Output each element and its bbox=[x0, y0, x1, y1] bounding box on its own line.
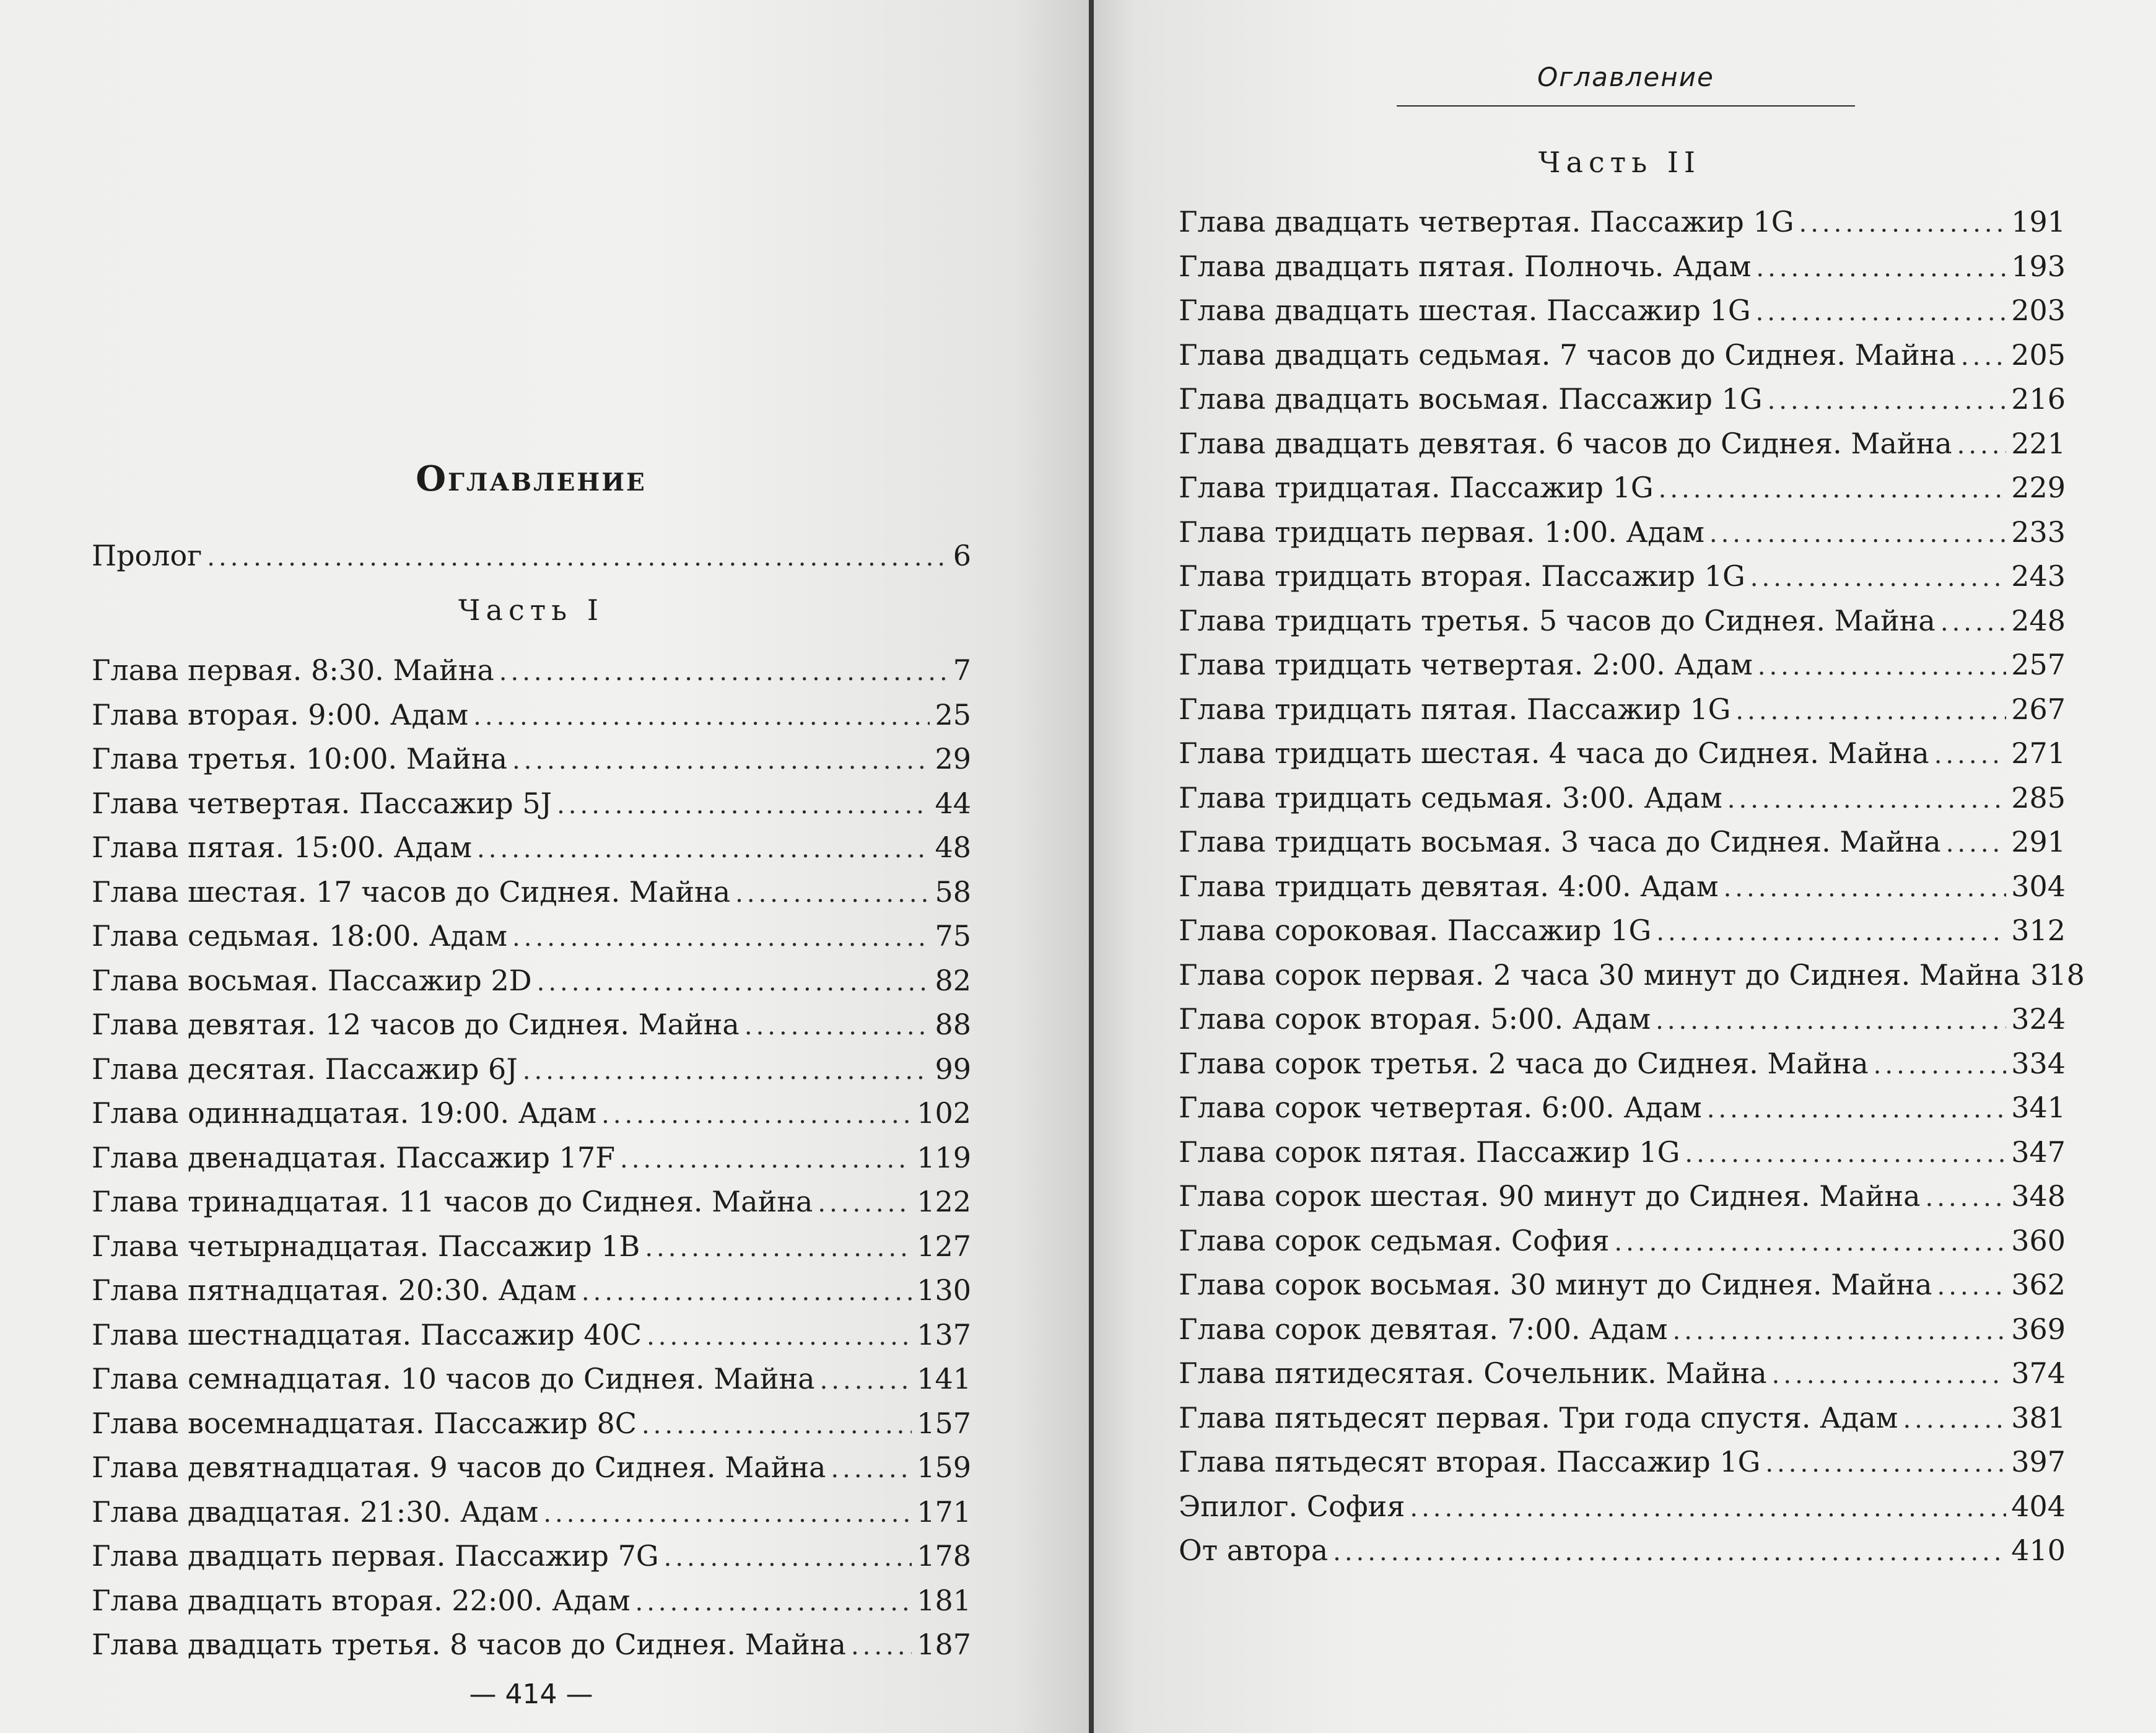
toc-entry bbox=[92, 1446, 971, 1490]
toc-entry-label: Глава двадцать вторая. 22:00. Адам bbox=[92, 1583, 631, 1617]
book-gutter bbox=[1089, 0, 1094, 1733]
toc-dot-leader bbox=[1685, 1132, 2006, 1177]
toc-entry bbox=[92, 1003, 971, 1047]
toc-entry bbox=[1179, 1307, 2066, 1352]
toc-dot-leader bbox=[1709, 512, 2006, 557]
toc-entry-page: 347 bbox=[2011, 1135, 2066, 1169]
toc-entry bbox=[1179, 1485, 2066, 1529]
toc-entry-label: Глава третья. 10:00. Майна bbox=[92, 742, 507, 775]
toc-entry-label: Глава тридцать девятая. 4:00. Адам bbox=[1179, 869, 1719, 903]
toc-dot-leader bbox=[635, 1581, 912, 1625]
toc-entry-page: 285 bbox=[2011, 780, 2066, 814]
toc-entry-label: Глава четвертая. Пассажир 5J bbox=[92, 786, 552, 820]
toc-dot-leader bbox=[1934, 733, 2006, 778]
part-one-title: Часть I bbox=[458, 593, 604, 627]
toc-entry-label: Глава двадцать первая. Пассажир 7G bbox=[92, 1539, 659, 1573]
toc-entry-page: 122 bbox=[917, 1185, 971, 1218]
toc-entry-label: Глава сорок пятая. Пассажир 1G bbox=[1179, 1135, 1680, 1169]
toc-entry-page: 58 bbox=[935, 875, 971, 909]
toc-dot-leader bbox=[1707, 1088, 2006, 1132]
toc-entry-page: 25 bbox=[935, 697, 971, 731]
toc-dot-leader bbox=[1772, 1353, 2007, 1398]
toc-entry bbox=[92, 648, 971, 693]
toc-entry-page: 99 bbox=[935, 1052, 971, 1086]
toc-entry-page: 171 bbox=[917, 1495, 971, 1529]
toc-entry-page: 304 bbox=[2011, 869, 2066, 903]
toc-entry-prologue bbox=[92, 534, 971, 578]
toc-entry-page: 360 bbox=[2011, 1223, 2066, 1257]
toc-dot-leader bbox=[499, 650, 948, 695]
toc-entry-label: Глава сорок четвертая. 6:00. Адам bbox=[1179, 1091, 1702, 1124]
toc-entry bbox=[92, 1047, 971, 1092]
toc-title: Оглавление bbox=[416, 458, 647, 499]
toc-entry-page: 203 bbox=[2011, 294, 2066, 327]
toc-entry-page: 29 bbox=[935, 742, 971, 775]
toc-dot-leader bbox=[1724, 866, 2007, 911]
toc-entry-page: 318 bbox=[2030, 958, 2085, 992]
toc-entry-label: Глава тридцать восьмая. 3 часа до Сиднея. Майна bbox=[1179, 825, 1941, 858]
toc-dot-leader bbox=[1758, 645, 2006, 689]
toc-entry-page: 362 bbox=[2011, 1268, 2066, 1301]
toc-entry-label: Глава сорок седьмая. София bbox=[1179, 1223, 1610, 1257]
toc-dot-leader bbox=[477, 827, 930, 872]
toc-entry bbox=[1179, 1042, 2066, 1086]
toc-entry bbox=[1179, 1529, 2066, 1573]
toc-dot-leader bbox=[512, 739, 930, 784]
toc-entry bbox=[1179, 599, 2066, 644]
toc-entry bbox=[1179, 245, 2066, 289]
toc-dot-leader bbox=[543, 1492, 912, 1537]
toc-entry-label: Глава пятьдесят первая. Три года спустя. Адам bbox=[1179, 1400, 1898, 1434]
toc-dot-leader bbox=[1673, 1309, 2007, 1354]
toc-dot-leader bbox=[851, 1625, 912, 1669]
toc-dot-leader bbox=[1961, 335, 2006, 380]
toc-entry bbox=[1179, 510, 2066, 555]
toc-entry-label: Глава сорок первая. 2 часа 30 минут до Сиднея. Майна bbox=[1179, 958, 2021, 992]
toc-entry bbox=[1179, 1086, 2066, 1130]
toc-entry-page: 178 bbox=[917, 1539, 971, 1573]
toc-entry bbox=[1179, 466, 2066, 510]
toc-entry-page: 324 bbox=[2011, 1002, 2066, 1036]
toc-entry-label: Глава тридцать седьмая. 3:00. Адам bbox=[1179, 780, 1722, 814]
toc-entry-label: Глава сорок шестая. 90 минут до Сиднея. Майна bbox=[1179, 1179, 1921, 1213]
toc-entry bbox=[1179, 1440, 2066, 1485]
toc-dot-leader bbox=[1957, 424, 2007, 468]
toc-entry-page: 157 bbox=[917, 1406, 971, 1440]
toc-entry-label: Глава двадцать восьмая. Пассажир 1G bbox=[1179, 382, 1763, 416]
toc-entry bbox=[92, 1268, 971, 1313]
toc-entry-page: 229 bbox=[2011, 471, 2066, 504]
toc-dot-leader bbox=[1614, 1221, 2006, 1265]
toc-dot-leader bbox=[1768, 379, 2007, 424]
toc-entry-page: 410 bbox=[2011, 1534, 2066, 1567]
toc-entry-page: 267 bbox=[2011, 692, 2066, 726]
part-two-title: Часть II bbox=[1538, 146, 1701, 179]
toc-entry bbox=[92, 959, 971, 1003]
toc-entry-label: Глава двадцать девятая. 6 часов до Сиднея. Майна bbox=[1179, 426, 1952, 460]
toc-entry-label: Глава двадцать седьмая. 7 часов до Сиднея. Майна bbox=[1179, 338, 1956, 372]
toc-entry bbox=[92, 1402, 971, 1446]
toc-entry-label: Глава тринадцатая. 11 часов до Сиднея. Майна bbox=[92, 1185, 813, 1218]
toc-entry bbox=[1179, 820, 2066, 865]
toc-dot-leader bbox=[601, 1093, 912, 1138]
toc-entry-page: 312 bbox=[2011, 914, 2066, 947]
toc-entry bbox=[92, 1579, 971, 1623]
toc-entry bbox=[92, 1534, 971, 1579]
toc-entry-page: 257 bbox=[2011, 648, 2066, 681]
toc-dot-leader bbox=[582, 1270, 912, 1315]
toc-entry bbox=[92, 914, 971, 959]
toc-entry bbox=[1179, 953, 2085, 998]
toc-dot-leader bbox=[735, 872, 930, 917]
toc-dot-leader bbox=[1926, 1176, 2007, 1221]
toc-entry bbox=[92, 1136, 971, 1181]
toc-dot-leader bbox=[1799, 202, 2006, 247]
toc-entry-page: 75 bbox=[935, 919, 971, 953]
toc-entry-label: Глава десятая. Пассажир 6J bbox=[92, 1052, 518, 1086]
toc-entry-label: Глава девятая. 12 часов до Сиднея. Майна bbox=[92, 1008, 740, 1041]
toc-entry bbox=[1179, 377, 2066, 422]
toc-entry-page: 374 bbox=[2011, 1356, 2066, 1390]
toc-dot-leader bbox=[645, 1226, 912, 1271]
toc-entry bbox=[92, 826, 971, 870]
toc-entry bbox=[92, 693, 971, 738]
toc-entry bbox=[1179, 554, 2066, 599]
toc-entry-page: 248 bbox=[2011, 603, 2066, 637]
toc-entry-label: Глава одиннадцатая. 19:00. Адам bbox=[92, 1096, 597, 1130]
toc-entry-label: Глава двенадцатая. Пассажир 17F bbox=[92, 1140, 616, 1174]
toc-entry bbox=[1179, 643, 2066, 688]
toc-entry-label: Глава двадцать третья. 8 часов до Сиднея. Майна bbox=[92, 1628, 846, 1661]
toc-dot-leader bbox=[1656, 999, 2006, 1044]
toc-entry-page: 7 bbox=[953, 653, 971, 687]
toc-dot-leader bbox=[831, 1447, 912, 1492]
prologue-list bbox=[92, 534, 971, 578]
toc-entry-label: Глава восьмая. Пассажир 2D bbox=[92, 963, 532, 997]
toc-entry-page: 243 bbox=[2011, 559, 2066, 593]
toc-dot-leader bbox=[1903, 1398, 2006, 1443]
toc-entry bbox=[1179, 865, 2066, 909]
toc-entry-label: Глава седьмая. 18:00. Адам bbox=[92, 919, 508, 953]
toc-dot-leader bbox=[473, 695, 930, 740]
toc-dot-leader bbox=[647, 1315, 912, 1360]
toc-entry-label: От автора bbox=[1179, 1534, 1329, 1567]
toc-entry bbox=[1179, 1219, 2066, 1264]
toc-dot-leader bbox=[1750, 556, 2006, 601]
toc-entry bbox=[92, 1490, 971, 1535]
toc-entry-label: Глава сорок вторая. 5:00. Адам bbox=[1179, 1002, 1651, 1036]
toc-entry-label: Глава сороковая. Пассажир 1G bbox=[1179, 914, 1652, 947]
toc-entry-page: 233 bbox=[2011, 515, 2066, 549]
toc-entry-label: Глава шестая. 17 часов до Сиднея. Майна bbox=[92, 875, 731, 909]
toc-entry-page: 397 bbox=[2011, 1445, 2066, 1478]
toc-entry bbox=[1179, 997, 2066, 1042]
toc-dot-leader bbox=[820, 1359, 912, 1403]
toc-entry-label: Эпилог. София bbox=[1179, 1489, 1405, 1523]
toc-dot-leader bbox=[1735, 689, 2006, 734]
toc-entry bbox=[1179, 688, 2066, 732]
toc-entry-page: 193 bbox=[2011, 249, 2066, 283]
toc-entry-page: 181 bbox=[917, 1583, 971, 1617]
toc-entry-label: Глава сорок девятая. 7:00. Адам bbox=[1179, 1312, 1668, 1346]
toc-entry-label: Глава двадцать четвертая. Пассажир 1G bbox=[1179, 205, 1794, 238]
toc-entry-label: Глава пятнадцатая. 20:30. Адам bbox=[92, 1273, 577, 1307]
toc-entry-label: Глава тридцать третья. 5 часов до Сиднея. Майна bbox=[1179, 603, 1936, 637]
toc-dot-leader bbox=[744, 1005, 930, 1049]
toc-dot-leader bbox=[207, 536, 948, 580]
toc-entry-page: 159 bbox=[917, 1451, 971, 1484]
toc-entry-page: 348 bbox=[2011, 1179, 2066, 1213]
toc-dot-leader bbox=[1410, 1486, 2006, 1531]
toc-entry-label: Глава пятая. 15:00. Адам bbox=[92, 831, 473, 864]
toc-entry-page: 369 bbox=[2011, 1312, 2066, 1346]
toc-entry bbox=[1179, 1351, 2066, 1396]
toc-dot-leader bbox=[664, 1536, 912, 1581]
toc-entry-label: Глава четырнадцатая. Пассажир 1B bbox=[92, 1229, 640, 1263]
toc-dot-leader bbox=[1656, 910, 2006, 955]
toc-entry-page: 187 bbox=[917, 1628, 971, 1661]
toc-entry-page: 88 bbox=[935, 1008, 971, 1041]
toc-entry-page: 381 bbox=[2011, 1400, 2066, 1434]
toc-entry bbox=[92, 870, 971, 915]
toc-entry-label: Глава тридцатая. Пассажир 1G bbox=[1179, 471, 1654, 504]
toc-dot-leader bbox=[1946, 822, 2007, 866]
toc-entry-label: Глава пятидесятая. Сочельник. Майна bbox=[1179, 1356, 1767, 1390]
toc-entry bbox=[1179, 200, 2066, 245]
toc-entry-page: 221 bbox=[2011, 426, 2066, 460]
toc-dot-leader bbox=[1874, 1044, 2007, 1088]
toc-entry bbox=[92, 782, 971, 826]
toc-dot-leader bbox=[818, 1182, 912, 1226]
toc-entry-page: 271 bbox=[2011, 736, 2066, 770]
toc-dot-leader bbox=[1727, 778, 2006, 823]
toc-entry bbox=[1179, 1263, 2066, 1307]
toc-entry-label: Глава двадцатая. 21:30. Адам bbox=[92, 1495, 539, 1529]
toc-entry-label: Глава двадцать пятая. Полночь. Адам bbox=[1179, 249, 1752, 283]
toc-entry bbox=[1179, 333, 2066, 378]
toc-entry-page: 44 bbox=[935, 786, 971, 820]
toc-dot-leader bbox=[1937, 1265, 2007, 1309]
toc-dot-leader bbox=[537, 961, 930, 1005]
toc-entry-label: Глава семнадцатая. 10 часов до Сиднея. Майна bbox=[92, 1362, 815, 1395]
toc-entry bbox=[92, 1091, 971, 1136]
toc-entry-label: Глава тридцать вторая. Пассажир 1G bbox=[1179, 559, 1745, 593]
toc-dot-leader bbox=[1940, 601, 2006, 645]
toc-entry-label: Глава тридцать шестая. 4 часа до Сиднея. Майна bbox=[1179, 736, 1929, 770]
toc-entry-page: 127 bbox=[917, 1229, 971, 1263]
toc-entry-page: 102 bbox=[917, 1096, 971, 1130]
toc-entry-page: 137 bbox=[917, 1317, 971, 1351]
toc-dot-leader bbox=[1333, 1530, 2006, 1575]
toc-entry bbox=[1179, 422, 2066, 466]
toc-entry-page: 191 bbox=[2011, 205, 2066, 238]
toc-entry-page: 82 bbox=[935, 963, 971, 997]
toc-entry-label: Глава девятнадцатая. 9 часов до Сиднея. Майна bbox=[92, 1451, 826, 1484]
toc-entry-page: 404 bbox=[2011, 1489, 2066, 1523]
toc-entry bbox=[1179, 1130, 2066, 1175]
toc-entry-page: 130 bbox=[917, 1273, 971, 1307]
toc-entry-page: 216 bbox=[2011, 382, 2066, 416]
toc-entry-label: Глава тридцать четвертая. 2:00. Адам bbox=[1179, 648, 1753, 681]
toc-dot-leader bbox=[512, 916, 930, 961]
toc-entry-label: Глава тридцать первая. 1:00. Адам bbox=[1179, 515, 1704, 549]
toc-entry-label: Глава сорок третья. 2 часа до Сиднея. Майна bbox=[1179, 1046, 1869, 1080]
toc-entry-label: Глава восемнадцатая. Пассажир 8C bbox=[92, 1406, 637, 1440]
toc-dot-leader bbox=[557, 784, 930, 828]
page-number: — 414 — bbox=[469, 1678, 593, 1710]
toc-entry-label: Пролог bbox=[92, 539, 203, 572]
running-head-rule bbox=[1397, 105, 1855, 107]
toc-entry-label: Глава пятьдесят вторая. Пассажир 1G bbox=[1179, 1445, 1761, 1478]
toc-entry-label: Глава первая. 8:30. Майна bbox=[92, 653, 494, 687]
toc-entry-label: Глава вторая. 9:00. Адам bbox=[92, 697, 469, 731]
toc-entry-page: 334 bbox=[2011, 1046, 2066, 1080]
toc-dot-leader bbox=[1765, 1442, 2006, 1486]
running-head: Оглавление bbox=[1537, 62, 1714, 92]
toc-entry bbox=[1179, 289, 2066, 333]
toc-entry bbox=[92, 1357, 971, 1402]
toc-entry bbox=[92, 1623, 971, 1667]
toc-entry-label: Глава тридцать пятая. Пассажир 1G bbox=[1179, 692, 1731, 726]
toc-entry-label: Глава двадцать шестая. Пассажир 1G bbox=[1179, 294, 1751, 327]
toc-entry-page: 119 bbox=[917, 1140, 971, 1174]
toc-entry-page: 48 bbox=[935, 831, 971, 864]
toc-entry-page: 6 bbox=[953, 539, 971, 572]
toc-dot-leader bbox=[523, 1049, 930, 1094]
toc-dot-leader bbox=[620, 1138, 912, 1182]
toc-entry bbox=[1179, 1174, 2066, 1219]
toc-entry-page: 291 bbox=[2011, 825, 2066, 858]
toc-entry bbox=[92, 1180, 971, 1224]
toc-dot-leader bbox=[1756, 247, 2006, 291]
toc-entry bbox=[92, 1224, 971, 1269]
toc-entry-label: Глава шестнадцатая. Пассажир 40C bbox=[92, 1317, 642, 1351]
toc-dot-leader bbox=[1659, 468, 2007, 512]
left-toc-list bbox=[92, 648, 971, 1667]
toc-entry bbox=[1179, 776, 2066, 821]
toc-entry bbox=[1179, 1396, 2066, 1441]
toc-entry bbox=[92, 737, 971, 782]
toc-entry bbox=[92, 1313, 971, 1358]
toc-dot-leader bbox=[642, 1403, 912, 1448]
toc-entry-page: 205 bbox=[2011, 338, 2066, 372]
right-toc-list bbox=[1179, 200, 2085, 1573]
toc-dot-leader bbox=[1756, 290, 2007, 335]
toc-entry-label: Глава сорок восьмая. 30 минут до Сиднея. Майна bbox=[1179, 1268, 1932, 1301]
toc-entry bbox=[1179, 909, 2066, 953]
toc-entry bbox=[1179, 731, 2066, 776]
toc-entry-page: 141 bbox=[917, 1362, 971, 1395]
toc-entry-page: 341 bbox=[2011, 1091, 2066, 1124]
